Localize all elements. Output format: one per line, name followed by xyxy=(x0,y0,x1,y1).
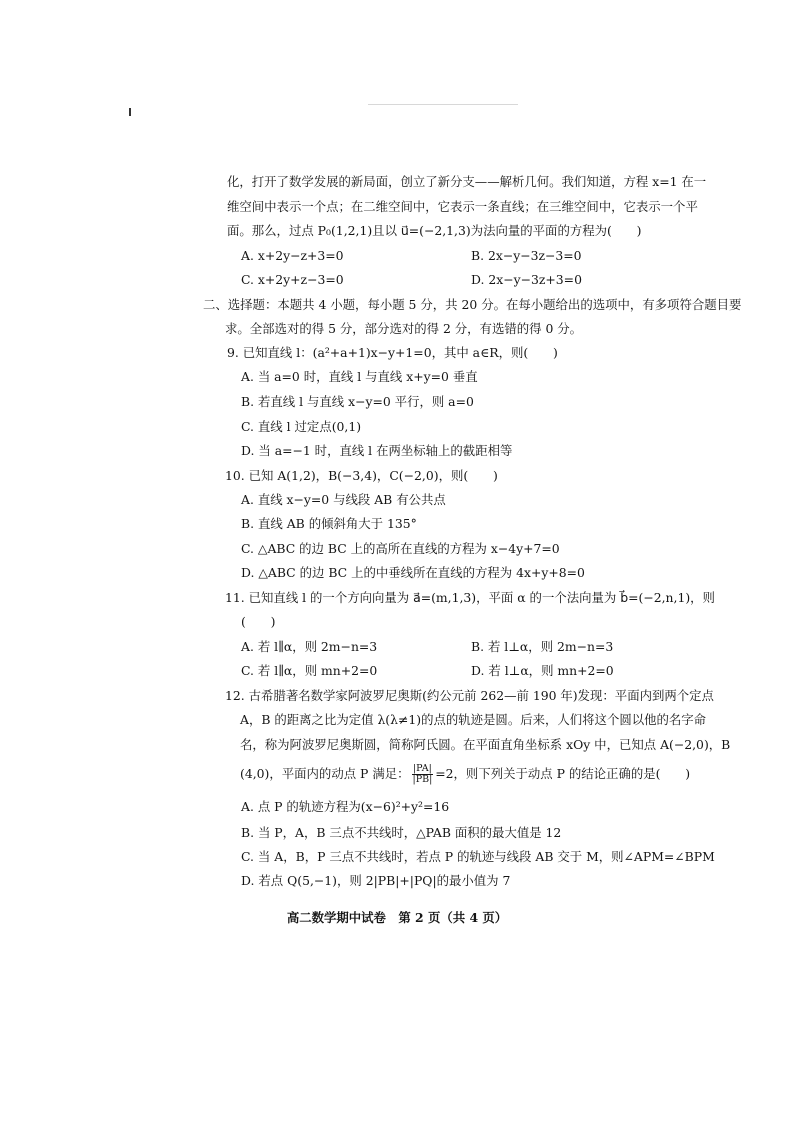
q11-stem-line-2: ( ) xyxy=(241,614,276,629)
q12-option-a: A. 点 P 的轨迹方程为(x−6)²+y²=16 xyxy=(241,799,450,814)
q8-line-3: 面。那么，过点 P₀(1,2,1)且以 u⃗=(−2,1,3)为法向量的平面的方程为( ) xyxy=(227,223,642,238)
q12-stem-line-1: 12. 古希腊著名数学家阿波罗尼奥斯(约公元前 262—前 190 年)发现：平面内到两个定点 xyxy=(225,688,714,703)
q12-option-b: B. 当 P，A，B 三点不共线时，△PAB 面积的最大值是 12 xyxy=(241,825,562,840)
q11-option-d: D. 若 l⊥α，则 mn+2=0 xyxy=(471,663,614,678)
q8-option-b: B. 2x−y−3z−3=0 xyxy=(471,248,582,263)
ratio-fraction xyxy=(412,764,434,785)
q10-stem: 10. 已知 A(1,2)，B(−3,4)，C(−2,0)，则( ) xyxy=(225,468,498,483)
q12-option-d: D. 若点 Q(5,−1)，则 2|PB|+|PQ|的最小值为 7 xyxy=(241,873,511,888)
q10-option-c: C. △ABC 的边 BC 上的高所在直线的方程为 x−4y+7=0 xyxy=(241,541,560,556)
q11-option-b: B. 若 l⊥α，则 2m−n=3 xyxy=(471,639,614,654)
q9-option-d: D. 当 a=−1 时，直线 l 在两坐标轴上的截距相等 xyxy=(241,443,513,458)
fraction-numerator: |PA| xyxy=(412,763,432,774)
q9-option-c: C. 直线 l 过定点(0,1) xyxy=(241,419,362,434)
q9-stem: 9. 已知直线 l：(a²+a+1)x−y+1=0，其中 a∈R，则( ) xyxy=(227,345,558,360)
q8-option-d: D. 2x−y−3z+3=0 xyxy=(471,272,582,287)
q10-option-a: A. 直线 x−y=0 与线段 AB 有公共点 xyxy=(241,492,446,507)
q8-line-1: 化，打开了数学发展的新局面，创立了新分支——解析几何。我们知道，方程 x=1 在一 xyxy=(227,174,707,189)
q12-stem-line-4-after: =2，则下列关于动点 P 的结论正确的是( ) xyxy=(435,766,691,781)
q9-option-a: A. 当 a=0 时，直线 l 与直线 x+y=0 垂直 xyxy=(241,369,478,384)
q12-option-c: C. 当 A，B，P 三点不共线时，若点 P 的轨迹与线段 AB 交于 M，则∠APM=∠BPM xyxy=(241,849,715,864)
q8-option-c: C. x+2y+z−3=0 xyxy=(241,272,344,287)
q10-option-b: B. 直线 AB 的倾斜角大于 135° xyxy=(241,516,417,531)
q12-stem-line-4-before: (4,0)，平面内的动点 P 满足： xyxy=(240,766,410,781)
q11-option-c: C. 若 l∥α，则 mn+2=0 xyxy=(241,663,378,678)
q8-line-2: 维空间中表示一个点；在二维空间中，它表示一条直线；在三维空间中，它表示一个平 xyxy=(227,199,698,214)
section2-instructions: 求。全部选对的得 5 分，部分选对的得 2 分，有选错的得 0 分。 xyxy=(225,321,583,336)
q12-stem-line-4 xyxy=(240,763,690,785)
scan-mark xyxy=(129,108,131,116)
scan-line xyxy=(368,104,518,105)
q11-stem-line-1: 11. 已知直线 l 的一个方向向量为 a⃗=(m,1,3)，平面 α 的一个法向量为 b⃗=(−2,n,1)，则 xyxy=(225,590,715,605)
q8-option-a: A. x+2y−z+3=0 xyxy=(241,248,344,263)
q9-option-b: B. 若直线 l 与直线 x−y=0 平行，则 a=0 xyxy=(241,394,474,409)
section2-heading: 二、选择题：本题共 4 小题，每小题 5 分，共 20 分。在每小题给出的选项中，有多项符合题目要 xyxy=(203,297,742,312)
q10-option-d: D. △ABC 的边 BC 上的中垂线所在直线的方程为 4x+y+8=0 xyxy=(241,565,585,580)
q11-option-a: A. 若 l∥α，则 2m−n=3 xyxy=(241,639,378,654)
fraction-denominator: |PB| xyxy=(412,774,433,785)
q12-stem-line-3: 名，称为阿波罗尼奥斯圆，简称阿氏圆。在平面直角坐标系 xOy 中，已知点 A(−2,0)，B xyxy=(240,737,731,752)
q12-stem-line-2: A，B 的距离之比为定值 λ(λ≠1)的点的轨迹是圆。后来，人们将这个圆以他的名字命 xyxy=(240,712,707,727)
page-footer: 高二数学期中试卷 第 2 页（共 4 页） xyxy=(286,910,508,925)
